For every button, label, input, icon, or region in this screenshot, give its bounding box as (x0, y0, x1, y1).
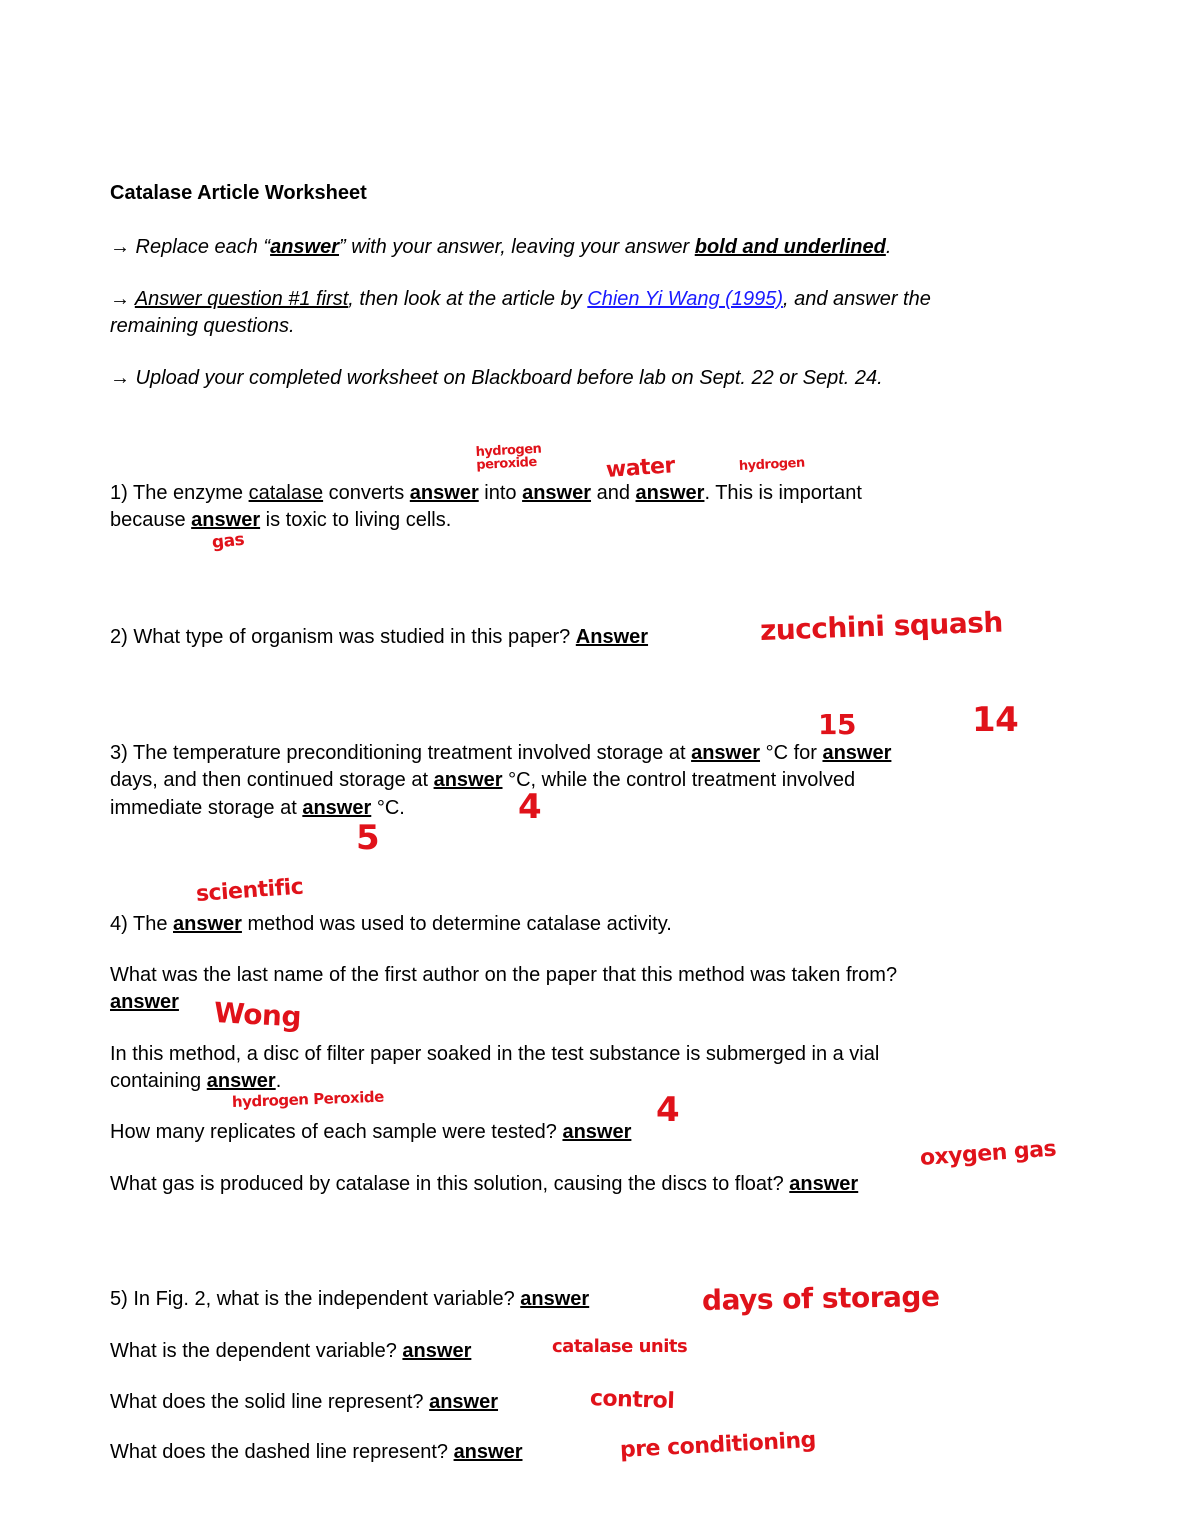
handwritten-catalase-units: catalase units (552, 1336, 688, 1357)
answer-blank[interactable]: answer (562, 1121, 632, 1143)
arrow-icon: → (110, 236, 130, 258)
handwritten-gas: gas (210, 529, 246, 553)
answer-blank[interactable]: answer (691, 742, 761, 764)
arrow-icon: → (110, 288, 130, 310)
answer-blank[interactable]: Answer (575, 626, 649, 648)
answer-blank[interactable]: answer (520, 1288, 590, 1310)
question-3-line-3: immediate storage at answer °C. (110, 797, 405, 819)
question-3-line-2: days, and then continued storage at answer °C, while the control treatment involved (110, 769, 856, 791)
handwritten-15: 15 (818, 708, 856, 741)
question-3-line-1: 3) The temperature preconditioning treatment involved storage at answer °C for answer (110, 742, 892, 764)
instruction-line-2: → Answer question #1 first, then look at the article by Chien Yi Wang (1995), and answer the (110, 288, 931, 310)
instruction-line-2-cont: remaining questions. (110, 315, 295, 337)
answer-blank[interactable]: answer (173, 913, 242, 935)
handwritten-oxygen-gas: oxygen gas (919, 1136, 1057, 1171)
answer-blank[interactable]: answer (522, 482, 592, 504)
answer-blank[interactable]: answer (191, 509, 261, 531)
handwritten-control: control (589, 1386, 675, 1414)
handwritten-5: 5 (356, 818, 380, 858)
handwritten-water: water (605, 453, 676, 483)
question-4-method: In this method, a disc of filter paper soaked in the test substance is submerged in a vial (110, 1043, 880, 1065)
question-5-independent: 5) In Fig. 2, what is the independent variable? answer (110, 1288, 590, 1310)
answer-blank[interactable]: answer (429, 1391, 499, 1413)
handwritten-scientific: scientific (195, 874, 305, 907)
answer-blank[interactable]: answer (206, 1070, 276, 1092)
question-1-line-1: 1) The enzyme catalase converts answer into answer and answer. This is important (110, 482, 862, 504)
answer-blank[interactable]: answer (789, 1173, 859, 1195)
question-4-replicates: How many replicates of each sample were tested? answer (110, 1121, 632, 1143)
question-4-author: What was the last name of the first author on the paper that this method was taken from? (110, 964, 898, 986)
handwritten-wong: Wong (213, 996, 302, 1034)
handwritten-hydrogen-peroxide-vial: hydrogen Peroxide (231, 1087, 385, 1111)
instruction-line-1: → Replace each “answer” with your answer, leaving your answer bold and underlined. (110, 236, 892, 258)
answer-blank[interactable]: answer (402, 1340, 472, 1362)
handwritten-14: 14 (972, 700, 1019, 740)
question-4-author-answer (110, 989, 179, 1016)
answer-blank[interactable]: answer (453, 1441, 523, 1463)
answer-blank[interactable]: answer (409, 482, 479, 504)
question-1-line-2: because answer is toxic to living cells. (110, 509, 452, 531)
question-5-dependent: What is the dependent variable? answer (110, 1340, 472, 1362)
handwritten-4: 4 (518, 787, 542, 827)
question-4-gas: What gas is produced by catalase in this solution, causing the discs to float? answer (110, 1173, 859, 1195)
question-2: 2) What type of organism was studied in this paper? Answer (110, 626, 649, 648)
handwritten-hydrogen: hydrogen (738, 455, 806, 474)
handwritten-4-replicates: 4 (656, 1090, 680, 1130)
instruction-line-3: → Upload your completed worksheet on Blackboard before lab on Sept. 22 or Sept. 24. (110, 367, 883, 389)
worksheet-title: Catalase Article Worksheet (110, 182, 367, 204)
answer-blank[interactable]: answer (302, 797, 372, 819)
answer-blank[interactable]: answer (822, 742, 892, 764)
handwritten-zucchini-squash: zucchini squash (759, 605, 1004, 647)
handwritten-hydrogen-peroxide: hydrogen peroxide (475, 441, 542, 473)
arrow-icon: → (110, 367, 130, 389)
handwritten-preconditioning: pre conditioning (619, 1427, 817, 1463)
answer-blank[interactable]: answer (433, 769, 503, 791)
answer-blank[interactable]: answer (635, 482, 705, 504)
question-5-dashed-line: What does the dashed line represent? answer (110, 1441, 523, 1463)
handwritten-days-of-storage: days of storage (701, 1279, 940, 1317)
question-4-method-cont: containing answer. (110, 1070, 282, 1092)
article-link[interactable]: Chien Yi Wang (1995) (587, 288, 783, 310)
question-5-solid-line: What does the solid line represent? answer (110, 1391, 499, 1413)
question-4-line-1: 4) The answer method was used to determine catalase activity. (110, 913, 672, 935)
answer-blank[interactable]: answer (110, 991, 179, 1013)
